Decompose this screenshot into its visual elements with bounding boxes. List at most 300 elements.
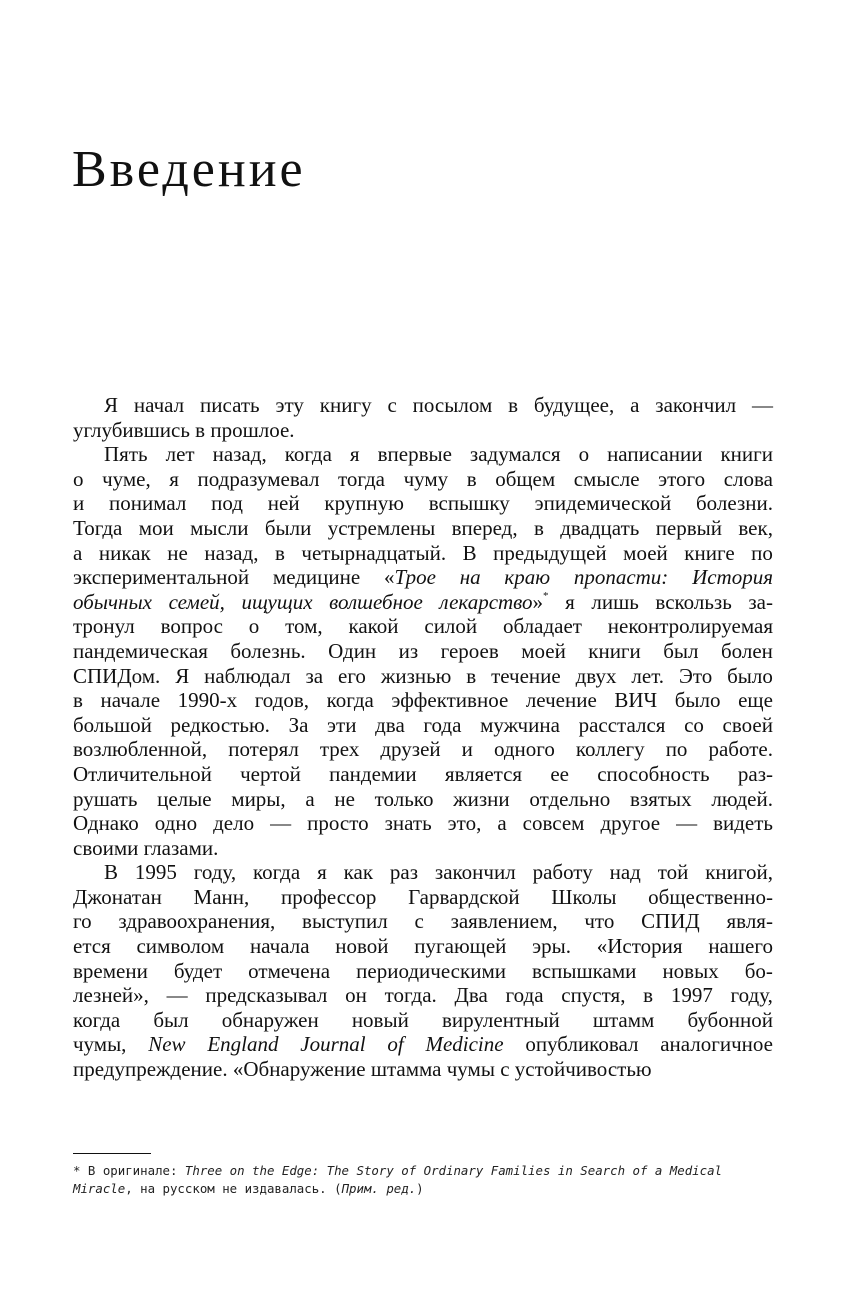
word xyxy=(500,1057,509,1082)
text: ВИЧ xyxy=(614,688,658,713)
text: Манн, xyxy=(193,884,250,909)
word xyxy=(630,393,639,418)
word xyxy=(174,959,222,984)
text: не xyxy=(167,540,188,565)
text: его xyxy=(338,663,366,688)
text: году, xyxy=(193,860,237,885)
word xyxy=(748,590,773,615)
text: предсказывал xyxy=(205,983,328,1008)
text: по xyxy=(665,737,688,762)
text: Тогда xyxy=(73,515,123,540)
text: том, xyxy=(285,614,323,639)
text: о xyxy=(248,614,260,639)
word xyxy=(166,442,195,467)
word xyxy=(711,787,773,812)
word xyxy=(73,934,111,959)
text: чуму xyxy=(403,466,449,491)
text: возлюбленной, xyxy=(73,737,208,762)
text: вперед, xyxy=(451,515,518,540)
word xyxy=(231,787,285,812)
word xyxy=(526,688,597,713)
text: а xyxy=(305,786,315,811)
word xyxy=(204,664,291,689)
word xyxy=(493,541,607,566)
word xyxy=(178,688,238,713)
text: СПИДом. xyxy=(73,663,161,688)
text: этого xyxy=(658,466,706,491)
word xyxy=(73,1008,120,1033)
word xyxy=(656,516,722,541)
word xyxy=(600,811,660,836)
text-line xyxy=(73,885,773,910)
word xyxy=(73,664,160,689)
word xyxy=(73,885,162,910)
word xyxy=(579,713,666,738)
word xyxy=(285,442,332,467)
text: а xyxy=(497,811,507,836)
text: своими xyxy=(73,835,139,860)
word xyxy=(167,983,188,1008)
text-line xyxy=(73,1008,773,1033)
text-line xyxy=(73,836,773,861)
text: году, xyxy=(730,983,773,1008)
text: работе. xyxy=(708,737,773,762)
text: книге xyxy=(684,540,735,565)
word xyxy=(414,909,423,934)
word xyxy=(576,737,645,762)
word xyxy=(727,664,773,689)
text: штамма xyxy=(370,1057,442,1082)
text: людей. xyxy=(711,786,773,811)
footnote-prefix: В оригинале: xyxy=(80,1163,185,1178)
italic-text: семей, xyxy=(168,589,225,614)
word xyxy=(408,885,520,910)
text: начал xyxy=(133,393,185,417)
word xyxy=(467,467,477,492)
text: ее xyxy=(550,761,569,786)
word xyxy=(139,516,174,541)
word xyxy=(660,1032,773,1057)
text-line xyxy=(73,737,773,762)
text-line xyxy=(73,762,773,787)
text-line xyxy=(73,664,773,689)
text: когда xyxy=(73,1007,121,1032)
footnote-reference[interactable]: * xyxy=(543,589,549,602)
word xyxy=(73,737,207,762)
word xyxy=(338,664,366,689)
word xyxy=(153,1008,188,1033)
text: — xyxy=(270,811,292,836)
text: неконтролируемая xyxy=(607,614,773,639)
text-line xyxy=(73,393,773,418)
text: два xyxy=(375,712,405,737)
word xyxy=(623,541,668,566)
text: век, xyxy=(738,515,773,540)
word xyxy=(171,713,270,738)
text: под xyxy=(211,491,243,516)
word xyxy=(375,787,434,812)
word xyxy=(334,787,355,812)
text: слова xyxy=(723,466,773,491)
text: рушать xyxy=(73,786,138,811)
text: прошлое. xyxy=(210,417,295,442)
text: тогда. xyxy=(384,983,437,1008)
word xyxy=(675,688,721,713)
text: бо- xyxy=(744,958,773,983)
word xyxy=(565,590,575,615)
italic-text: Medicine xyxy=(425,1032,504,1057)
text: эту xyxy=(275,393,304,417)
word xyxy=(460,565,481,590)
word xyxy=(738,762,773,787)
word xyxy=(597,762,709,787)
word xyxy=(305,787,314,812)
word xyxy=(301,541,446,566)
italic-text: ищущих xyxy=(241,589,313,614)
text: в xyxy=(466,663,477,688)
word xyxy=(200,393,260,418)
word xyxy=(73,1057,228,1082)
text: — xyxy=(751,393,773,417)
word xyxy=(497,811,506,836)
word xyxy=(205,983,327,1008)
text: экспериментальной xyxy=(73,565,250,590)
word xyxy=(378,442,452,467)
text: а xyxy=(630,393,640,417)
italic-text: пропасти: xyxy=(573,565,669,590)
text: » xyxy=(532,589,544,614)
text: лет xyxy=(165,442,195,467)
word xyxy=(713,811,773,836)
word xyxy=(344,860,373,885)
text: предупреждение. xyxy=(73,1057,228,1082)
word xyxy=(345,983,367,1008)
text: большой xyxy=(73,712,152,737)
text: о xyxy=(578,442,590,467)
text: с xyxy=(387,393,397,417)
text: я xyxy=(565,589,575,614)
word xyxy=(429,491,510,516)
word xyxy=(104,860,118,885)
word xyxy=(380,737,440,762)
word xyxy=(399,639,419,664)
word xyxy=(495,467,555,492)
text: лезней», xyxy=(73,983,149,1008)
text: в xyxy=(195,417,206,442)
text: знать xyxy=(384,811,432,836)
word xyxy=(248,959,330,984)
word xyxy=(658,467,705,492)
word xyxy=(448,811,482,836)
text: заявлением, xyxy=(450,909,558,934)
text: устойчивостью xyxy=(514,1057,652,1082)
word xyxy=(576,664,617,689)
word xyxy=(329,590,423,615)
text: чуме, xyxy=(102,466,151,491)
text: штамм xyxy=(592,1007,655,1032)
word xyxy=(745,959,773,984)
word xyxy=(445,762,522,787)
word xyxy=(144,836,219,861)
text: 1997 xyxy=(670,983,713,1008)
text: СПИД xyxy=(641,909,700,934)
text: явля- xyxy=(726,909,773,934)
word xyxy=(521,639,566,664)
text: годов, xyxy=(254,688,310,713)
text: назад, xyxy=(204,540,259,565)
word xyxy=(491,664,561,689)
word xyxy=(441,639,499,664)
text: моей xyxy=(521,638,566,663)
word xyxy=(738,688,773,713)
word xyxy=(73,909,92,934)
text: эры. xyxy=(532,934,572,959)
text-line xyxy=(73,811,773,836)
body-text xyxy=(73,393,773,1082)
text: четырнадцатый. xyxy=(301,540,447,565)
text: эпидемической xyxy=(534,491,672,516)
text: целые xyxy=(157,786,212,811)
text: символом xyxy=(136,934,225,959)
text: миры, xyxy=(231,786,286,811)
word xyxy=(423,713,461,738)
word xyxy=(265,516,312,541)
text: в xyxy=(533,515,544,540)
italic-text: История xyxy=(692,565,773,590)
word xyxy=(534,393,614,418)
text: я xyxy=(349,442,360,467)
text-line xyxy=(73,934,773,959)
word xyxy=(561,983,625,1008)
word xyxy=(155,811,197,836)
text: За xyxy=(288,712,309,737)
word xyxy=(356,959,506,984)
text: вспышку xyxy=(428,491,510,516)
word xyxy=(724,467,773,492)
text: бубонной xyxy=(687,1007,773,1032)
word xyxy=(73,713,152,738)
text: го xyxy=(73,909,92,934)
word xyxy=(324,491,404,516)
text: «История xyxy=(596,934,683,959)
word xyxy=(435,860,516,885)
word xyxy=(73,983,149,1008)
word xyxy=(738,516,773,541)
italic-text: волшебное xyxy=(329,589,423,614)
text: книги xyxy=(588,638,641,663)
word xyxy=(515,1057,652,1082)
text: одного xyxy=(493,737,555,762)
word xyxy=(508,393,518,418)
text: эти xyxy=(327,712,357,737)
text: совсем xyxy=(522,811,585,836)
italic-text: краю xyxy=(504,565,551,590)
word xyxy=(73,467,84,492)
word xyxy=(285,614,323,639)
word xyxy=(350,442,360,467)
word xyxy=(608,614,773,639)
word xyxy=(574,467,640,492)
text: с xyxy=(500,1057,510,1082)
text: еще xyxy=(738,688,773,713)
text: Это xyxy=(678,663,713,688)
word xyxy=(731,983,773,1008)
footnote-original-title-end: Miracle xyxy=(73,1181,126,1196)
text-line xyxy=(73,565,773,590)
text: Я xyxy=(175,663,190,688)
text: другое xyxy=(600,811,661,836)
text: начала xyxy=(249,934,310,959)
text: по xyxy=(751,540,773,565)
text: в xyxy=(73,688,83,713)
word xyxy=(425,1032,503,1057)
text: способность xyxy=(597,761,710,786)
text: видеть xyxy=(713,811,773,836)
text: ней xyxy=(267,491,300,516)
word xyxy=(413,393,493,418)
text-line xyxy=(73,860,773,885)
text: новой xyxy=(335,934,389,959)
word xyxy=(391,688,508,713)
word xyxy=(161,614,223,639)
text: я xyxy=(169,466,179,491)
text: только xyxy=(374,786,434,811)
word xyxy=(727,909,773,934)
text: Школы xyxy=(551,884,617,909)
word xyxy=(390,860,418,885)
text: он xyxy=(345,983,367,1008)
word xyxy=(327,688,374,713)
text: со xyxy=(684,712,704,737)
word xyxy=(213,442,267,467)
word xyxy=(73,418,190,443)
text: пандемическая xyxy=(73,638,208,663)
word xyxy=(658,860,689,885)
word xyxy=(535,491,672,516)
word xyxy=(73,1032,126,1057)
word xyxy=(73,836,138,861)
text: Два xyxy=(454,983,488,1008)
word xyxy=(240,762,301,787)
word xyxy=(381,664,452,689)
text: эффективное xyxy=(391,688,509,713)
word xyxy=(648,885,773,910)
text: своей xyxy=(722,712,773,737)
text: когда xyxy=(252,860,301,885)
text: трех xyxy=(319,737,360,762)
word xyxy=(452,516,518,541)
text: а xyxy=(73,540,83,565)
word xyxy=(328,639,376,664)
footnote xyxy=(73,1162,722,1198)
word xyxy=(335,934,388,959)
text: года xyxy=(423,712,462,737)
word xyxy=(387,1032,403,1057)
text: — xyxy=(676,811,698,836)
text: были xyxy=(264,515,312,540)
word xyxy=(663,639,698,664)
word xyxy=(610,860,641,885)
text: аналогичное xyxy=(660,1032,773,1057)
italic-text: лекарство xyxy=(439,589,533,614)
word xyxy=(213,811,254,836)
text: раз xyxy=(389,860,419,885)
text: закончил xyxy=(434,860,516,885)
footnote-text: , на русском не издавалась. ( xyxy=(125,1181,342,1196)
text: вскользь xyxy=(655,589,732,614)
text: книги xyxy=(720,442,773,467)
text: отмечена xyxy=(248,958,331,983)
text-line xyxy=(73,1057,773,1082)
word xyxy=(190,516,248,541)
word xyxy=(73,565,249,590)
text: потерял xyxy=(228,737,299,762)
word xyxy=(211,491,243,516)
text: периодическими xyxy=(356,958,506,983)
text: общественно- xyxy=(648,884,773,909)
word xyxy=(249,614,260,639)
text: — xyxy=(166,983,188,1008)
word xyxy=(630,787,692,812)
italic-text: England xyxy=(207,1032,279,1057)
text: за xyxy=(305,663,324,688)
text: предыдущей xyxy=(493,540,607,565)
word xyxy=(532,959,636,984)
text: опубликовал xyxy=(525,1032,639,1057)
word xyxy=(655,393,736,418)
text: лет. xyxy=(631,663,665,688)
word xyxy=(385,811,432,836)
text-line xyxy=(73,614,773,639)
text: книгу xyxy=(319,393,372,417)
text-line xyxy=(73,541,773,566)
word xyxy=(195,418,205,443)
word xyxy=(550,762,569,787)
text: спустя, xyxy=(561,983,626,1008)
word xyxy=(662,959,718,984)
footnote-marker: * xyxy=(73,1163,81,1178)
word xyxy=(453,787,510,812)
word xyxy=(118,909,275,934)
word xyxy=(442,1008,560,1033)
text: устремлены xyxy=(327,515,436,540)
word xyxy=(73,762,212,787)
text-line xyxy=(73,713,773,738)
text: и xyxy=(73,491,85,516)
word xyxy=(148,1032,185,1057)
word xyxy=(317,860,327,885)
text-line xyxy=(73,787,773,812)
word xyxy=(404,467,449,492)
word xyxy=(532,934,571,959)
word xyxy=(385,983,437,1008)
word xyxy=(194,885,250,910)
word xyxy=(241,590,312,615)
word xyxy=(73,811,139,836)
text: обнаружен xyxy=(221,1007,319,1032)
word xyxy=(534,516,544,541)
text: был xyxy=(153,1007,189,1032)
word xyxy=(533,860,593,885)
text: как xyxy=(343,860,374,885)
text: моей xyxy=(623,540,668,565)
text: раз- xyxy=(737,761,773,786)
word xyxy=(614,688,657,713)
text: закончил xyxy=(655,393,737,417)
text: за- xyxy=(748,589,773,614)
text-line xyxy=(73,516,773,541)
word xyxy=(463,541,477,566)
